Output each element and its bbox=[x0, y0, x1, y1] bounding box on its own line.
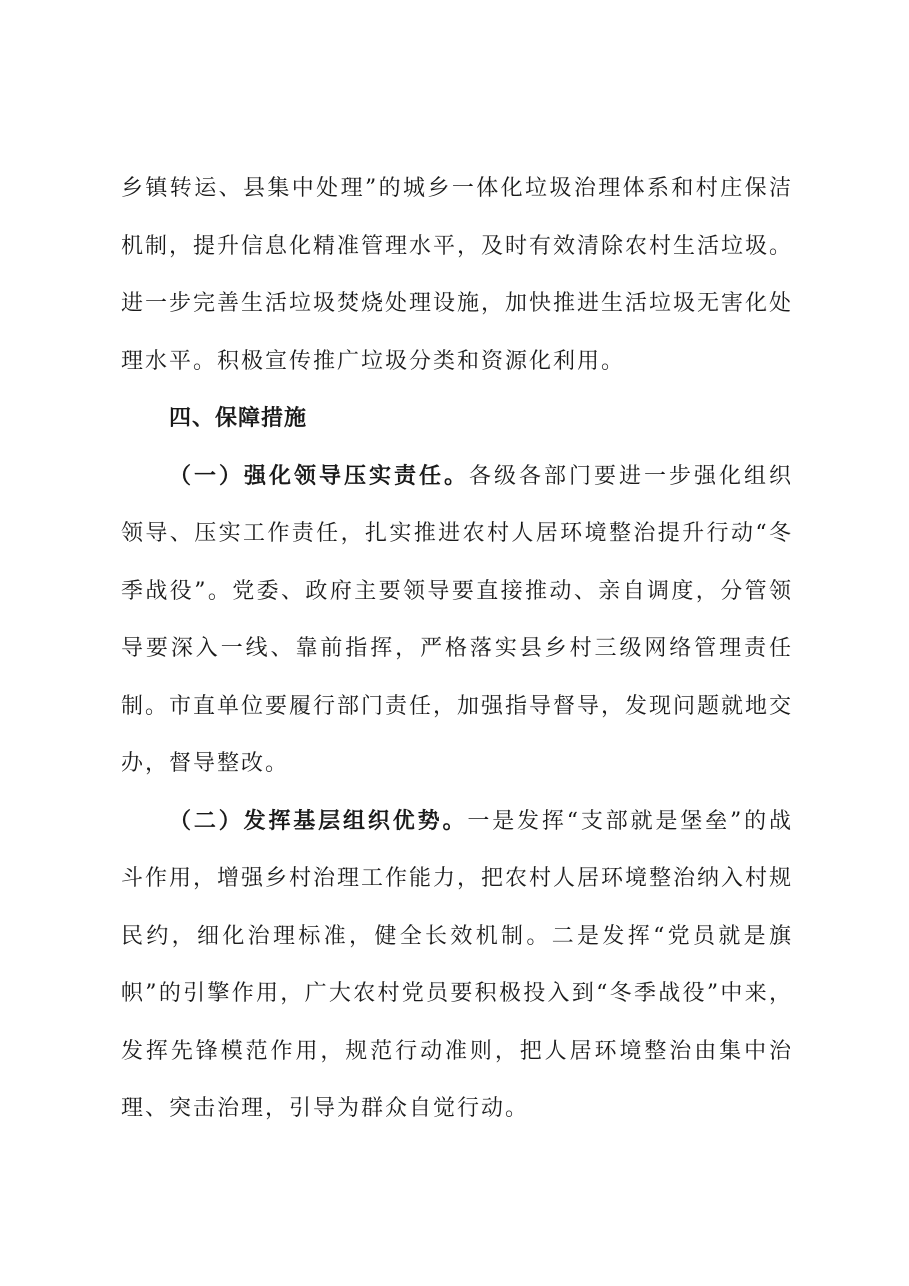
paragraph-garbage-treatment: 乡镇转运、县集中处理”的城乡一体化垃圾治理体系和村庄保洁机制，提升信息化精准管理水平，及时有效清除农村生活垃圾。进一步完善生活垃圾焚烧处理设施，加快推进生活垃圾无害化处理水平。积极宣传推广垃圾分类和资源化利用。 bbox=[121, 176, 794, 374]
subheading-grassroots-organization: （二）发挥基层组织优势。 bbox=[169, 808, 468, 834]
paragraph-grassroots-body: 一是发挥“支部就是堡垒”的战斗作用，增强乡村治理工作能力，把农村人居环境整治纳入村规民约，细化治理标准，健全长效机制。二是发挥“党员就是旗帜”的引擎作用，广大农村党员要积极投入到“冬季战役”中来，发挥先锋模范作用，规范行动准则，把人居环境整治由集中治理、突击治理，引导为群众自觉行动。 bbox=[121, 808, 794, 1121]
section-heading-safeguards: 四、保障措施 bbox=[169, 406, 308, 431]
paragraph-leadership-body: 各级各部门要进一步强化组织领导、压实工作责任，扎实推进农村人居环境整治提升行动“冬季战役”。党委、政府主要领导要直接推动、亲自调度，分管领导要深入一线、靠前指挥，严格落实县乡村三级网络管理责任制。市直单位要履行部门责任，加强指导督导，发现问题就地交办，督导整改。 bbox=[121, 463, 794, 776]
paragraph-grassroots-organization bbox=[121, 793, 793, 1138]
document-body bbox=[121, 160, 793, 1138]
subheading-leadership-responsibility: （一）强化领导压实责任。 bbox=[169, 463, 469, 489]
paragraph-leadership-responsibility bbox=[121, 448, 793, 793]
